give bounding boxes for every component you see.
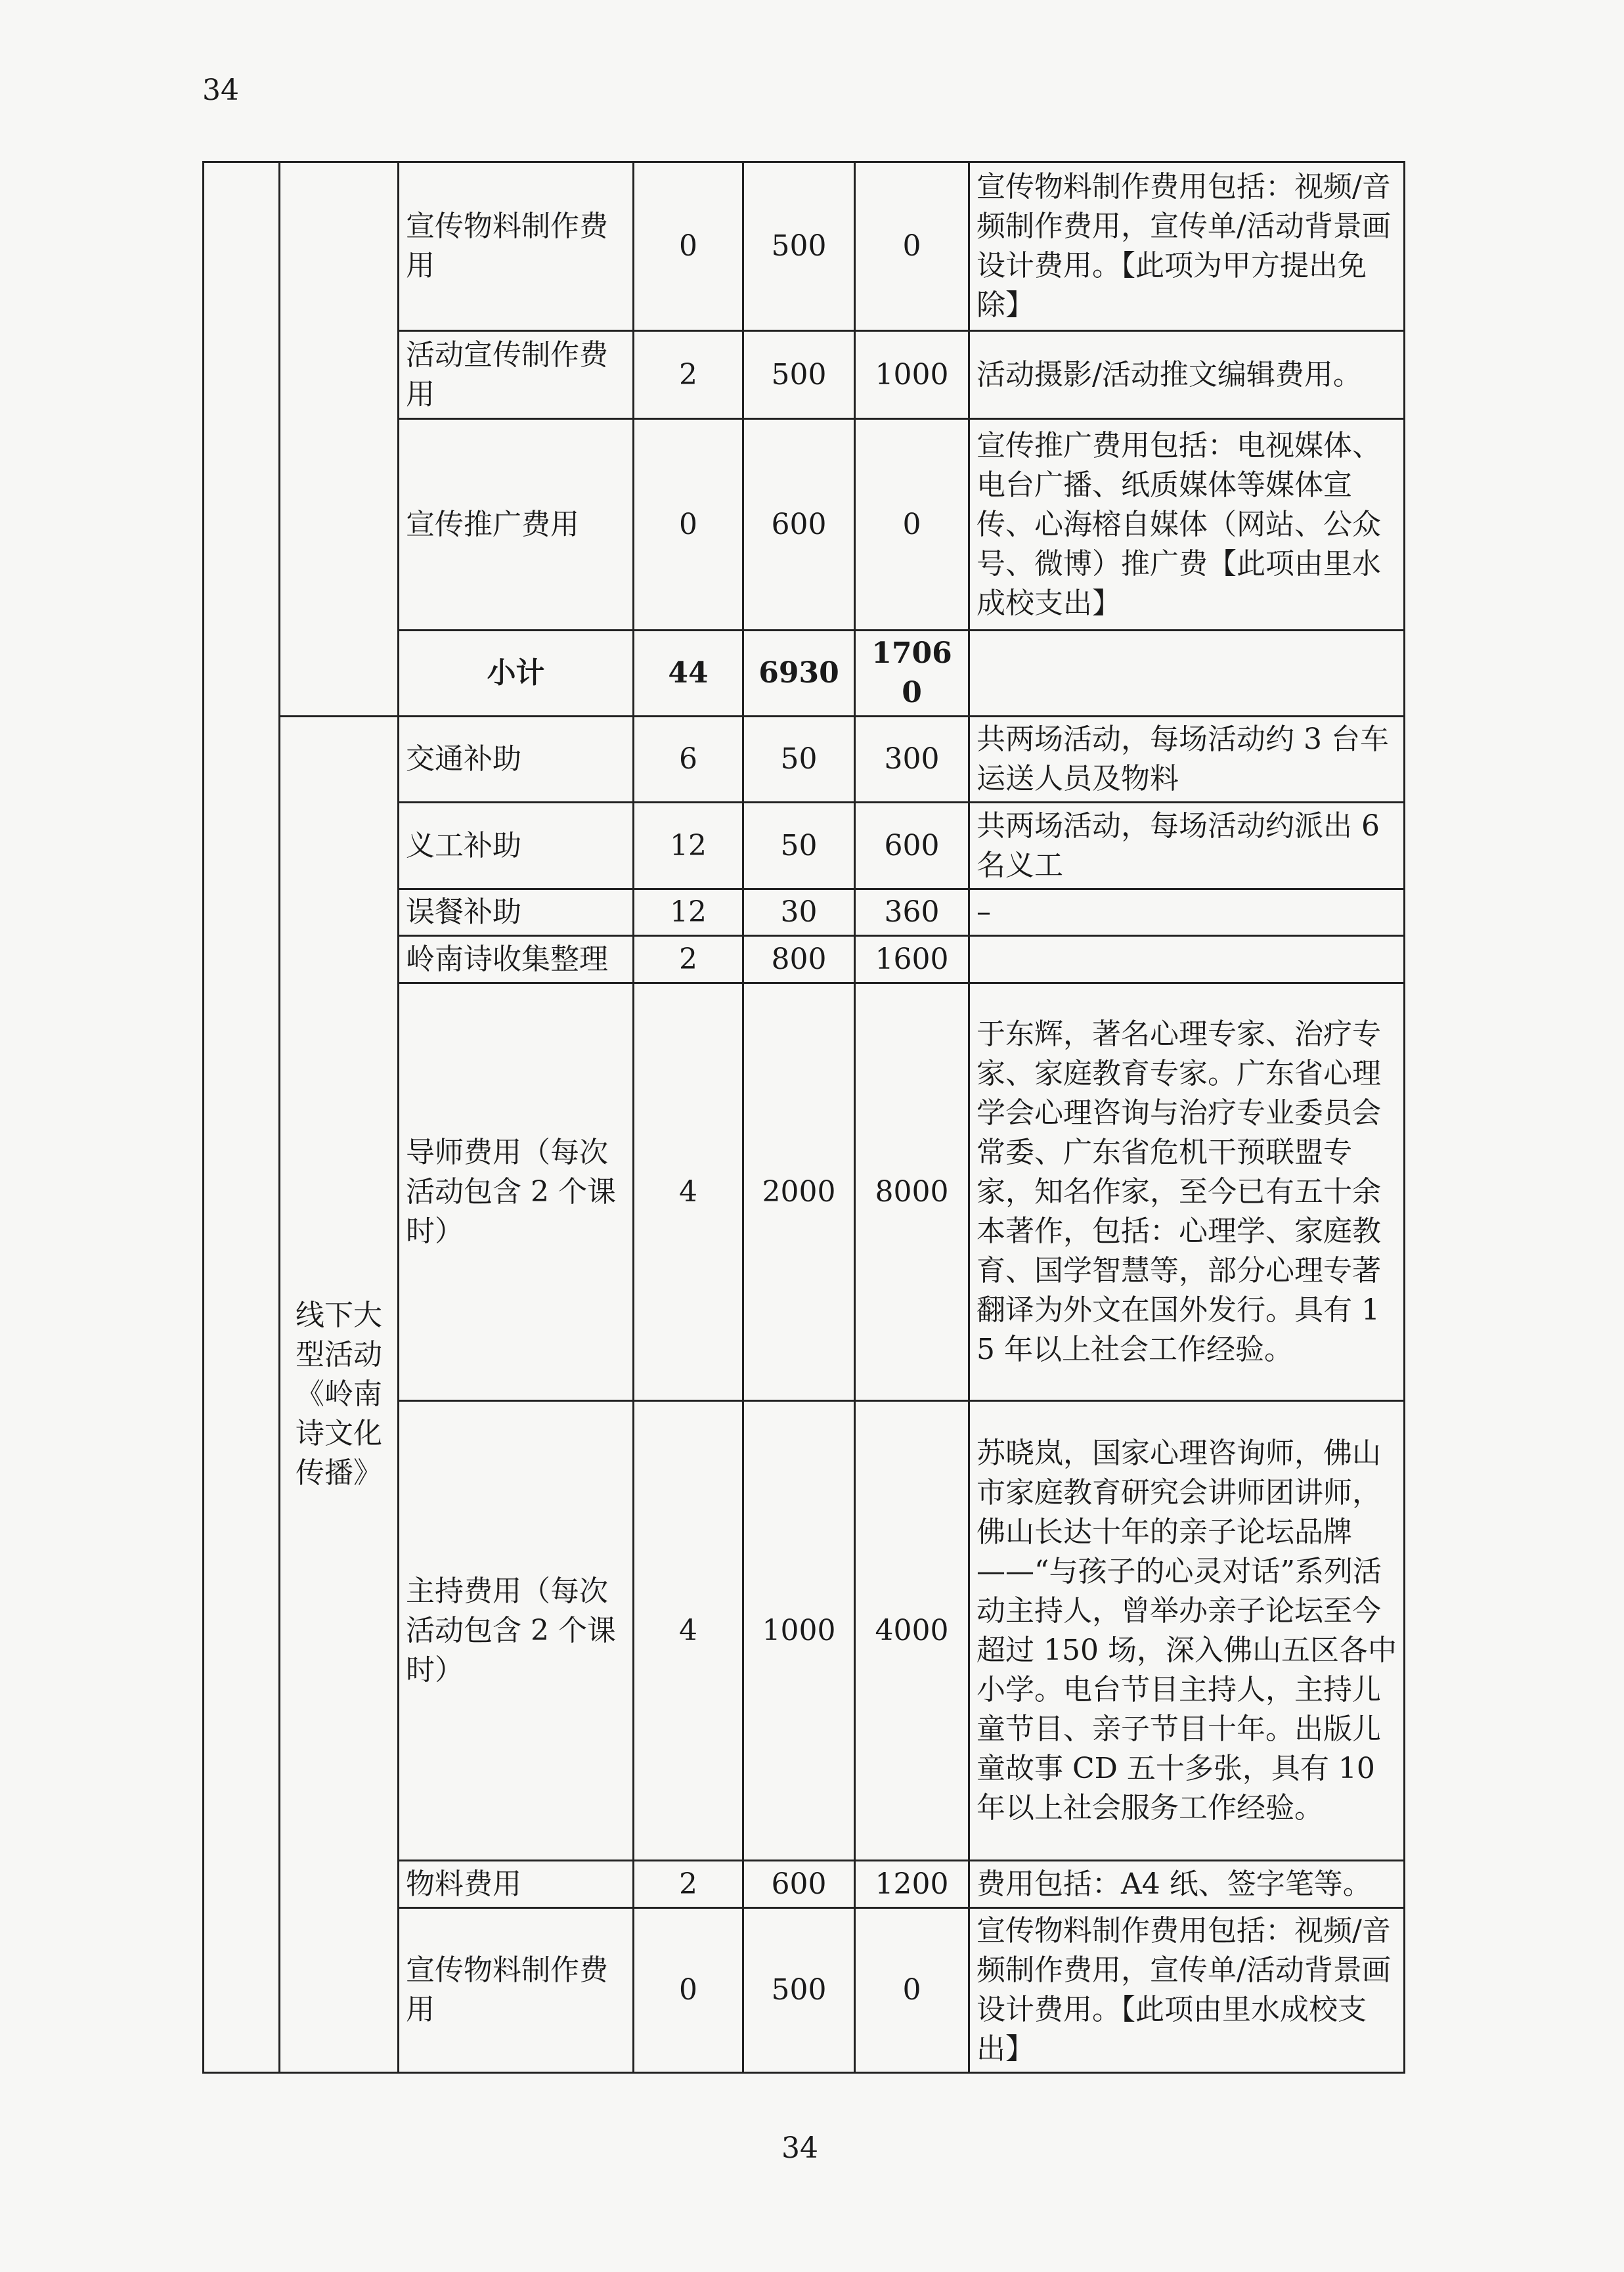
row-price: 600 <box>743 419 855 631</box>
row-note: 苏晓岚，国家心理咨询师，佛山市家庭教育研究会讲师团讲师，佛山长达十年的亲子论坛品牌——“与孩子的心灵对话”系列活动主持人，曾举办亲子论坛至今超过 150 场，深入佛山五区各中小学。电台节目主持人，主持儿童节目、亲子节目十年。出版儿童故事 CD 五十多张，具有 10 年以上社会服务工作经验。 <box>969 1401 1405 1861</box>
row-price: 50 <box>743 803 855 889</box>
row-note: 费用包括：A4 纸、签字笔等。 <box>969 1861 1405 1908</box>
row-note: 共两场活动，每场活动约派出 6 名义工 <box>969 803 1405 889</box>
row-total: 0 <box>855 419 969 631</box>
subtotal-label: 小计 <box>399 631 634 717</box>
subtotal-note <box>969 631 1405 717</box>
row-item: 交通补助 <box>399 717 634 803</box>
subtotal-total: 17060 <box>855 631 969 717</box>
row-qty: 4 <box>634 983 743 1401</box>
row-qty: 0 <box>634 419 743 631</box>
row-total: 600 <box>855 803 969 889</box>
row-qty: 12 <box>634 889 743 936</box>
outer-category-cell <box>204 162 280 2073</box>
row-item: 宣传推广费用 <box>399 419 634 631</box>
row-note: 活动摄影/活动推文编辑费用。 <box>969 331 1405 419</box>
row-item: 活动宣传制作费用 <box>399 331 634 419</box>
row-price: 2000 <box>743 983 855 1401</box>
row-price: 50 <box>743 717 855 803</box>
page-number-bottom: 34 <box>781 2131 818 2165</box>
row-item: 误餐补助 <box>399 889 634 936</box>
row-item: 义工补助 <box>399 803 634 889</box>
row-note: 宣传物料制作费用包括：视频/音频制作费用，宣传单/活动背景画设计费用。【此项为甲方提出免除】 <box>969 162 1405 331</box>
row-qty: 0 <box>634 162 743 331</box>
table-row <box>204 162 1405 331</box>
row-total: 4000 <box>855 1401 969 1861</box>
group-label: 线下大型活动《岭南诗文化传播》 <box>280 717 399 2073</box>
row-item: 物料费用 <box>399 1861 634 1908</box>
subtotal-price: 6930 <box>743 631 855 717</box>
row-price: 500 <box>743 162 855 331</box>
row-total: 360 <box>855 889 969 936</box>
row-price: 500 <box>743 1908 855 2073</box>
budget-table <box>202 161 1405 2074</box>
row-qty: 2 <box>634 1861 743 1908</box>
row-note: 于东辉，著名心理专家、治疗专家、家庭教育专家。广东省心理学会心理咨询与治疗专业委员会常委、广东省危机干预联盟专家，知名作家，至今已有五十余本著作，包括：心理学、家庭教育、国学智慧等，部分心理专著翻译为外文在国外发行。具有 15 年以上社会工作经验。 <box>969 983 1405 1401</box>
row-item: 主持费用（每次活动包含 2 个课时） <box>399 1401 634 1861</box>
row-qty: 4 <box>634 1401 743 1861</box>
table-row <box>204 717 1405 803</box>
row-total: 1600 <box>855 936 969 983</box>
row-item: 宣传物料制作费用 <box>399 162 634 331</box>
row-note: 共两场活动，每场活动约 3 台车运送人员及物料 <box>969 717 1405 803</box>
row-note: 宣传物料制作费用包括：视频/音频制作费用，宣传单/活动背景画设计费用。【此项由里水成校支出】 <box>969 1908 1405 2073</box>
row-price: 600 <box>743 1861 855 1908</box>
row-note <box>969 936 1405 983</box>
row-qty: 12 <box>634 803 743 889</box>
row-total: 0 <box>855 162 969 331</box>
row-qty: 2 <box>634 331 743 419</box>
row-total: 8000 <box>855 983 969 1401</box>
row-qty: 6 <box>634 717 743 803</box>
subtotal-qty: 44 <box>634 631 743 717</box>
section-a-cell <box>280 162 399 717</box>
row-total: 300 <box>855 717 969 803</box>
row-note: – <box>969 889 1405 936</box>
row-item: 导师费用（每次活动包含 2 个课时） <box>399 983 634 1401</box>
row-total: 1200 <box>855 1861 969 1908</box>
row-note: 宣传推广费用包括：电视媒体、电台广播、纸质媒体等媒体宣传、心海榕自媒体（网站、公众号、微博）推广费【此项由里水成校支出】 <box>969 419 1405 631</box>
row-price: 30 <box>743 889 855 936</box>
row-qty: 0 <box>634 1908 743 2073</box>
row-price: 500 <box>743 331 855 419</box>
row-price: 1000 <box>743 1401 855 1861</box>
row-item: 宣传物料制作费用 <box>399 1908 634 2073</box>
row-total: 0 <box>855 1908 969 2073</box>
row-total: 1000 <box>855 331 969 419</box>
page-number-top: 34 <box>202 74 239 107</box>
row-price: 800 <box>743 936 855 983</box>
row-item: 岭南诗收集整理 <box>399 936 634 983</box>
row-qty: 2 <box>634 936 743 983</box>
